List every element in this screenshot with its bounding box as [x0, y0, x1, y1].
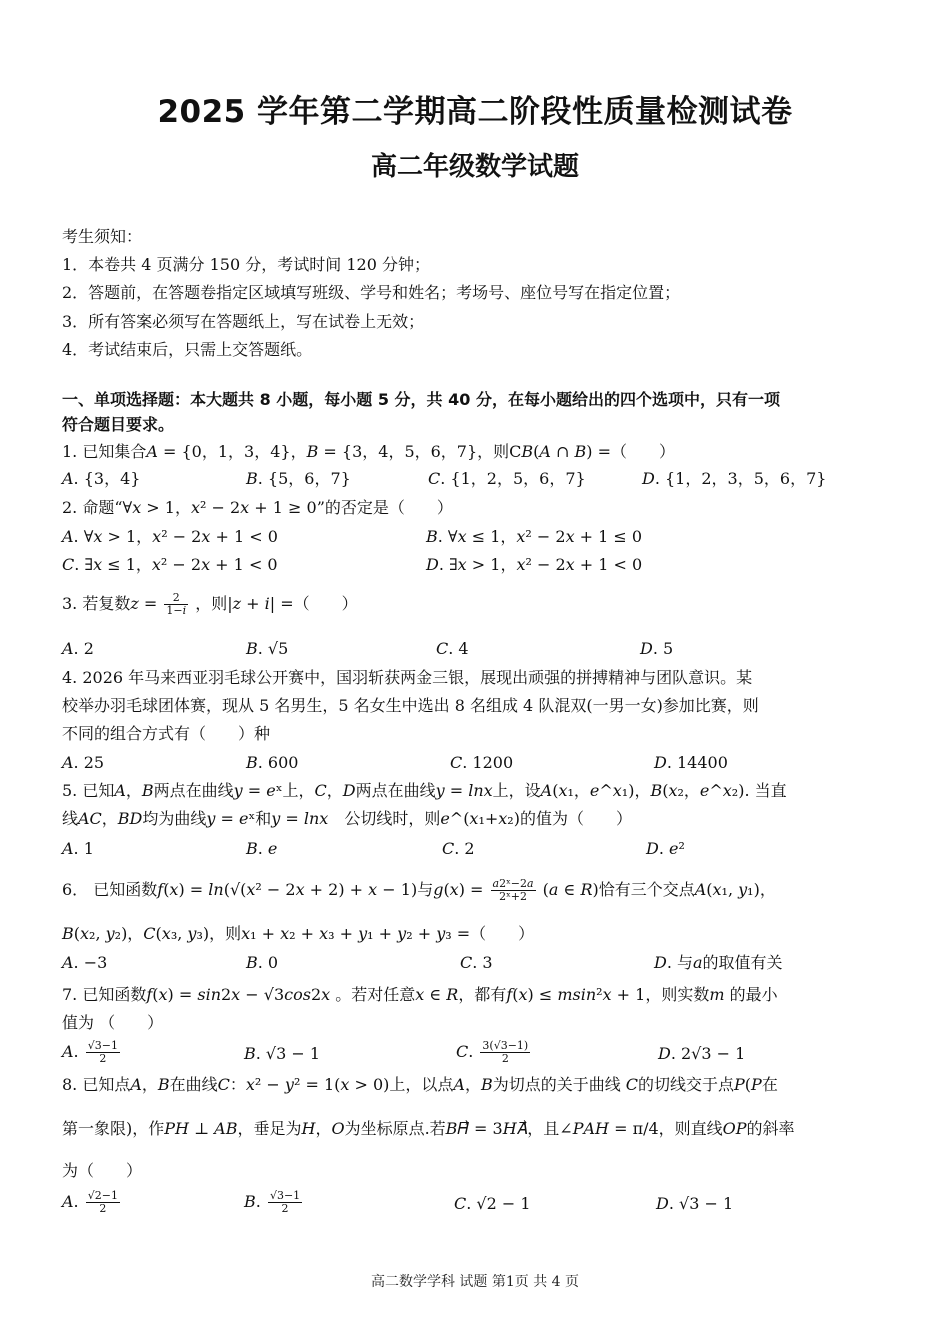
- question-4-option-d: 𝐷. 14400: [654, 753, 728, 772]
- question-7-option-c: [456, 1040, 532, 1065]
- question-5-option-b: 𝐵. 𝑒: [246, 839, 278, 858]
- question-7-option-d: 𝐷. 2√3 − 1: [658, 1044, 746, 1063]
- fraction: [268, 1190, 302, 1215]
- fraction-denominator: 2: [501, 1052, 509, 1065]
- fraction-numerator: √2−1: [87, 1189, 118, 1202]
- question-1-option-a: 𝐴. {3，4}: [62, 469, 141, 488]
- question-4-stem-cont: 不同的组合方式有（ ）种: [62, 724, 271, 743]
- question-7-stem-cont: 值为 （ ）: [62, 1013, 164, 1032]
- fraction-denominator: 2: [99, 1052, 107, 1065]
- question-4-stem-cont: 校举办羽毛球团体赛，现从 5 名男生，5 名女生中选出 8 名组成 4 队混双(一男一女)参加比赛，则: [62, 696, 759, 715]
- question-2-option-b: 𝐵. ∀𝑥 ≤ 1，𝑥² − 2𝑥 + 1 ≤ 0: [426, 527, 643, 546]
- fraction-denominator: 2: [99, 1202, 107, 1215]
- question-8-option-c: 𝐶. √2 − 1: [454, 1194, 531, 1213]
- question-6-option-c: 𝐶. 3: [460, 953, 493, 972]
- question-2-stem: 2. 命题“∀𝑥 > 1，𝑥² − 2𝑥 + 1 ≥ 0”的否定是（ ）: [62, 498, 453, 517]
- option-letter: 𝐴.: [62, 1192, 79, 1211]
- question-3-stem-suffix: ，则|𝑧 + 𝑖| =（ ）: [195, 594, 358, 613]
- question-6-option-b: 𝐵. 0: [246, 953, 279, 972]
- question-1-option-d: 𝐷. {1，2，3，5，6，7}: [642, 469, 827, 488]
- question-3-option-b: 𝐵. √5: [246, 639, 289, 658]
- page-subtitle: 高二年级数学试题: [370, 152, 579, 182]
- page-footer: 高二数学学科 试题 第1页 共 4 页: [370, 1274, 580, 1290]
- option-letter: 𝐴.: [62, 1042, 79, 1061]
- question-7-stem: 7. 已知函数𝑓(𝑥) = 𝑠𝑖𝑛2𝑥 − √3𝑐𝑜𝑠2𝑥 。若对任意𝑥 ∈ 𝑅，都有𝑓(𝑥) ≤ 𝑚𝑠𝑖𝑛²𝑥 + 1，则实数𝑚 的最小: [62, 985, 778, 1004]
- question-8-option-b: [244, 1190, 304, 1215]
- section-heading: 一、单项选择题：本大题共 8 小题，每小题 5 分，共 40 分，在每小题给出的四个选项中，只有一项: [62, 390, 780, 409]
- fraction-numerator: √3−1: [87, 1039, 118, 1052]
- notice-item: 1．本卷共 4 页满分 150 分，考试时间 120 分钟；: [62, 255, 430, 274]
- question-4-stem: 4. 2026 年马来西亚羽毛球公开赛中，国羽斩获两金三银，展现出顽强的拼搏精神与团队意识。某: [62, 668, 753, 687]
- question-7-option-a: [62, 1040, 122, 1065]
- notice-item: 3．所有答案必须写在答题纸上，写在试卷上无效；: [62, 312, 425, 331]
- page-title: 2025 学年第二学期高二阶段性质量检测试卷: [157, 94, 793, 130]
- question-3-option-d: 𝐷. 5: [640, 639, 674, 658]
- section-heading-cont: 符合题目要求。: [62, 415, 175, 434]
- question-5-option-c: 𝐶. 2: [442, 839, 475, 858]
- question-1-stem: 1. 已知集合𝐴 = {0，1，3，4}，𝐵 = {3，4，5，6，7}，则C𝐵(𝐴 ∩ 𝐵) =（ ）: [62, 442, 676, 461]
- fraction-numerator: √3−1: [269, 1189, 301, 1202]
- question-6-stem-cont: 𝐵(𝑥₂, 𝑦₂)，𝐶(𝑥₃, 𝑦₃)，则𝑥₁ + 𝑥₂ + 𝑥₃ + 𝑦₁ + 𝑦₂ + 𝑦₃ =（ ）: [62, 924, 535, 943]
- question-5-option-a: 𝐴. 1: [62, 839, 94, 858]
- question-2-option-a: 𝐴. ∀𝑥 > 1，𝑥² − 2𝑥 + 1 < 0: [62, 527, 278, 546]
- question-6-option-d: 𝐷. 与𝑎的取值有关: [654, 953, 783, 972]
- question-3-option-c: 𝐶. 4: [436, 639, 469, 658]
- fraction-denominator: 2: [281, 1202, 289, 1215]
- question-6-option-a: 𝐴. −3: [62, 953, 108, 972]
- fraction-denominator: 1−𝑖: [166, 604, 187, 617]
- question-6-stem-suffix: (𝑎 ∈ 𝑅)恰有三个交点𝐴(𝑥₁, 𝑦₁)，: [542, 880, 776, 899]
- question-5-stem-cont: 线𝐴𝐶，𝐵𝐷均为曲线𝑦 = 𝑒ˣ和𝑦 = 𝑙𝑛𝑥 公切线时，则𝑒^(𝑥₁+𝑥₂)的值为（ ）: [62, 809, 632, 828]
- fraction: [164, 592, 188, 617]
- question-3-stem-prefix: 3. 若复数𝑧 =: [62, 594, 158, 613]
- question-5-stem: 5. 已知𝐴，𝐵两点在曲线𝑦 = 𝑒ˣ上，𝐶，𝐷两点在曲线𝑦 = 𝑙𝑛𝑥上，设𝐴(𝑥₁，𝑒^𝑥₁)，𝐵(𝑥₂，𝑒^𝑥₂). 当直: [62, 781, 787, 800]
- question-5-option-d: 𝐷. 𝑒²: [646, 839, 685, 858]
- fraction: [86, 1190, 120, 1215]
- question-7-option-b: 𝐵. √3 − 1: [244, 1044, 321, 1063]
- fraction: [86, 1040, 120, 1065]
- question-8-option-a: [62, 1190, 122, 1215]
- question-4-option-b: 𝐵. 600: [246, 753, 299, 772]
- question-6-stem-prefix: 6． 已知函数𝑓(𝑥) = 𝑙𝑛(√(𝑥² − 2𝑥 + 2) + 𝑥 − 1)与𝑔(𝑥) =: [62, 880, 484, 899]
- question-2-option-d: 𝐷. ∃𝑥 > 1，𝑥² − 2𝑥 + 1 < 0: [426, 555, 643, 574]
- question-2-option-c: 𝐶. ∃𝑥 ≤ 1，𝑥² − 2𝑥 + 1 < 0: [62, 555, 278, 574]
- notice-item: 2．答题前，在答题卷指定区域填写班级、学号和姓名；考场号、座位号写在指定位置；: [62, 283, 681, 302]
- fraction-numerator: 𝑎2ˣ−2𝑎: [492, 877, 534, 890]
- option-letter: 𝐶.: [456, 1042, 474, 1061]
- question-8-stem-cont: 第一象限)，作𝑃𝐻 ⊥ 𝐴𝐵，垂足为𝐻，𝑂为坐标原点.若𝐵𝐻⃗ = 3𝐻𝐴⃗，且∠𝑃𝐴𝐻 = π/4，则直线𝑂𝑃的斜率: [62, 1119, 795, 1138]
- notice-item: 4．考试结束后，只需上交答题纸。: [62, 340, 313, 359]
- question-4-option-a: 𝐴. 25: [62, 753, 105, 772]
- fraction-denominator: 2ˣ+2: [499, 890, 527, 903]
- question-6-stem: [62, 878, 888, 903]
- question-8-option-d: 𝐷. √3 − 1: [656, 1194, 734, 1213]
- fraction: [491, 878, 536, 903]
- question-4-option-c: 𝐶. 1200: [450, 753, 514, 772]
- question-1-option-c: 𝐶. {1，2，5，6，7}: [428, 469, 586, 488]
- fraction: [480, 1040, 530, 1065]
- fraction-numerator: 3(√3−1): [482, 1039, 529, 1052]
- option-letter: 𝐵.: [244, 1192, 261, 1211]
- question-1-option-b: 𝐵. {5，6，7}: [246, 469, 351, 488]
- fraction-numerator: 2: [164, 592, 188, 605]
- question-8-stem: 8. 已知点𝐴，𝐵在曲线𝐶：𝑥² − 𝑦² = 1(𝑥 > 0)上，以点𝐴，𝐵为切点的关于曲线 𝐶的切线交于点𝑃(𝑃在: [62, 1075, 778, 1094]
- question-8-stem-cont: 为（ ）: [62, 1161, 143, 1180]
- notice-heading: 考生须知：: [62, 227, 143, 246]
- question-3-stem: [62, 592, 888, 617]
- question-3-option-a: 𝐴. 2: [62, 639, 94, 658]
